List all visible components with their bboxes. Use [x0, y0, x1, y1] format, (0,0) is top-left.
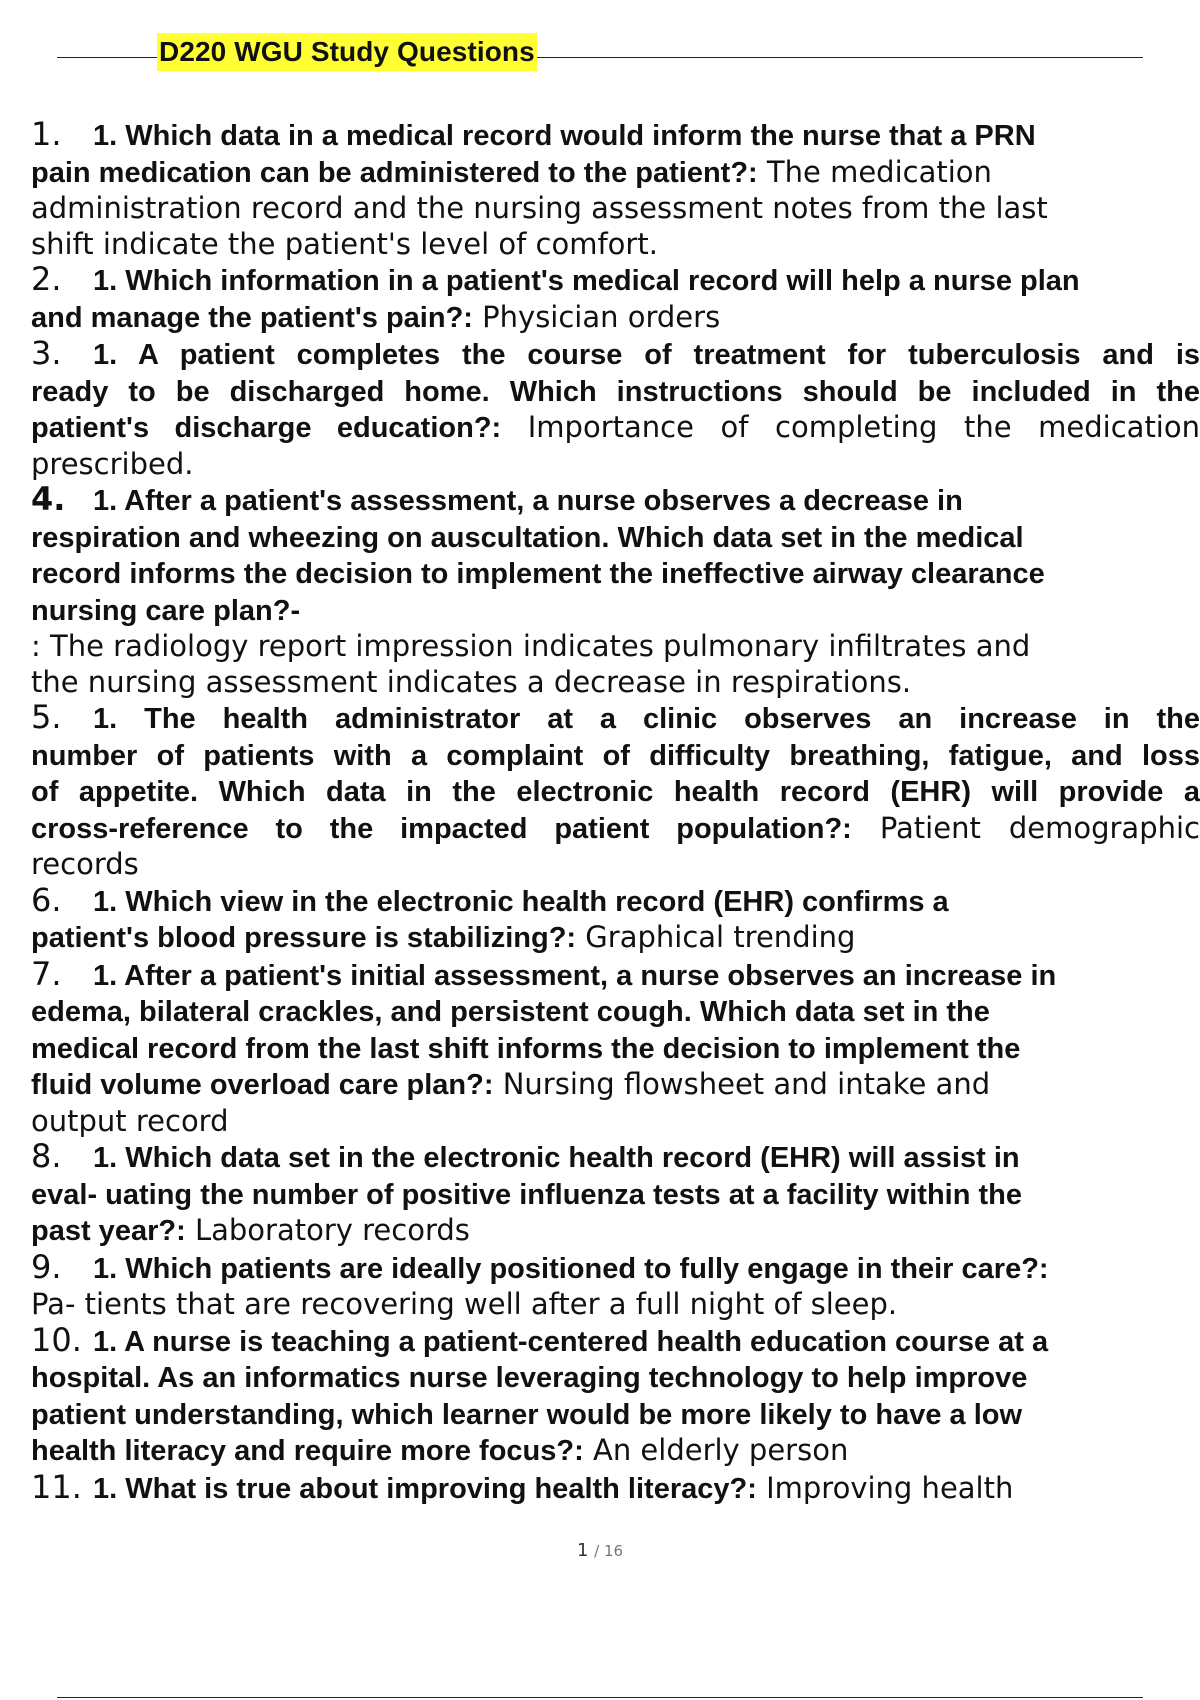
answer-text: Pa- tients that are recovering well after a full night of sleep. [31, 1287, 898, 1321]
answer-text: records [31, 847, 139, 881]
text-line [31, 520, 1200, 557]
question-item [31, 1323, 1200, 1470]
question-text: number of patients with a complaint of difficulty breathing, fatigue, and loss [31, 739, 1200, 772]
text-line [31, 1250, 1200, 1288]
answer-text: Graphical trending [576, 920, 856, 954]
question-item [31, 1139, 1200, 1250]
question-item [31, 700, 1200, 883]
answer-text: prescribed. [31, 446, 194, 481]
question-number: 9. [31, 1249, 62, 1286]
text-line [31, 374, 1200, 411]
text-line [31, 300, 1200, 337]
text-line [31, 774, 1200, 811]
text-line [31, 410, 1200, 447]
text-line [31, 1139, 1200, 1177]
answer-text: Importance of completing the medication [501, 410, 1200, 444]
text-line [31, 593, 1200, 630]
question-text: patient's discharge education?: [31, 412, 502, 444]
answer-text: Nursing flowsheet and intake and [493, 1067, 991, 1101]
question-number: 7. [31, 956, 62, 993]
answer-text: administration record and the nursing assessment notes from the last [31, 191, 1048, 225]
question-text: 1. Which patients are ideally positioned to fully engage in their care?: [93, 1252, 1049, 1285]
text-line [31, 155, 1200, 192]
answer-text: Laboratory records [185, 1213, 470, 1247]
answer-text: An elderly person [583, 1433, 849, 1467]
question-text: 1. After a patient's assessment, a nurse observes a decrease in [93, 485, 963, 517]
answer-text: the nursing assessment indicates a decrease in respirations. [31, 664, 912, 699]
text-line [31, 847, 1200, 883]
question-text: ready to be discharged home. Which instructions should be included in the [31, 375, 1200, 408]
answer-text: Improving health [756, 1470, 1014, 1505]
question-text: edema, bilateral crackles, and persistent cough. Which data set in the [31, 996, 990, 1028]
question-text: 1. Which data set in the electronic health record (EHR) will assist in [93, 1142, 1020, 1174]
question-text: health literacy and require more focus?: [31, 1435, 584, 1467]
question-text: 1. Which information in a patient's medical record will help a nurse plan [93, 265, 1080, 297]
question-item [31, 1250, 1200, 1323]
question-item [31, 883, 1200, 957]
question-text: 1. A nurse is teaching a patient-centered health education course at a [93, 1325, 1049, 1358]
text-line [31, 811, 1200, 848]
question-text: of appetite. Which data in the electronic health record (EHR) will provide a [31, 776, 1200, 808]
question-text: 1. What is true about improving health literacy?: [93, 1472, 757, 1505]
text-line [31, 665, 1200, 701]
question-text: record informs the decision to implement the ineffective airway clearance [31, 558, 1045, 590]
question-item [31, 117, 1200, 262]
page-current: 1 [576, 1540, 589, 1561]
text-line [31, 556, 1200, 593]
text-line [31, 227, 1200, 263]
question-text: past year?: [31, 1215, 186, 1247]
text-line [31, 1031, 1200, 1068]
question-list [31, 117, 1200, 1507]
text-line [31, 1287, 1200, 1323]
text-line [31, 336, 1200, 374]
text-line [31, 117, 1200, 155]
question-text: respiration and wheezing on auscultation. Which data set in the medical [31, 521, 1024, 554]
question-number: 5. [31, 700, 62, 736]
answer-text: Patient demographic [851, 810, 1200, 845]
text-line [31, 883, 1200, 921]
text-line [31, 1397, 1200, 1434]
question-number: 1. [31, 117, 62, 153]
question-text: 1. The health administrator at a clinic observes an increase in the [93, 703, 1200, 735]
text-line [31, 262, 1200, 300]
document-header [57, 30, 1143, 74]
text-line [31, 1104, 1200, 1140]
page-indicator [0, 1540, 1200, 1561]
answer-text: shift indicate the patient's level of comfort. [31, 226, 658, 261]
text-line [31, 482, 1200, 520]
text-line [31, 1360, 1200, 1397]
question-text: 1. Which data in a medical record would inform the nurse that a PRN [93, 120, 1036, 152]
question-text: patient understanding, which learner would be more likely to have a low [31, 1398, 1023, 1431]
question-text: cross-reference to the impacted patient population?: [31, 812, 852, 845]
question-item [31, 1470, 1200, 1508]
text-line [31, 957, 1200, 995]
question-text: patient's blood pressure is stabilizing?: [31, 922, 577, 954]
question-text: 1. After a patient's initial assessment, a nurse observes an increase in [93, 959, 1057, 992]
question-text: hospital. As an informatics nurse leveraging technology to help improve [31, 1362, 1028, 1394]
page-total: / 16 [594, 1542, 624, 1560]
question-number: 11. [31, 1469, 82, 1506]
question-number: 6. [31, 882, 62, 919]
footer-rule [57, 1697, 1143, 1698]
answer-text: : The radiology report impression indicates pulmonary infiltrates and [31, 629, 1031, 663]
question-text: pain medication can be administered to the patient?: [31, 156, 758, 189]
question-number: 2. [31, 262, 62, 298]
text-line [31, 1213, 1200, 1250]
text-line [31, 1323, 1200, 1361]
text-line [31, 1177, 1200, 1214]
question-text: medical record from the last shift informs the decision to implement the [31, 1032, 1021, 1065]
question-text: and manage the patient's pain?: [31, 301, 473, 334]
answer-text: output record [31, 1103, 229, 1138]
text-line [31, 191, 1200, 227]
question-item [31, 957, 1200, 1140]
text-line [31, 1470, 1200, 1508]
text-line [31, 447, 1200, 483]
question-number: 4. [31, 482, 66, 518]
question-item [31, 482, 1200, 700]
answer-text: Physician orders [472, 299, 721, 334]
question-text: nursing care plan?- [31, 594, 301, 627]
text-line [31, 1067, 1200, 1104]
text-line [31, 700, 1200, 738]
question-text: 1. Which view in the electronic health record (EHR) confirms a [93, 885, 949, 918]
answer-text: The medication [757, 154, 992, 189]
question-text: fluid volume overload care plan?: [31, 1069, 494, 1101]
text-line [31, 738, 1200, 775]
text-line [31, 629, 1200, 665]
question-item [31, 336, 1200, 482]
question-number: 8. [31, 1139, 62, 1175]
question-number: 3. [31, 336, 62, 372]
text-line [31, 994, 1200, 1031]
question-item [31, 262, 1200, 336]
question-text: eval- uating the number of positive influenza tests at a facility within the [31, 1178, 1022, 1211]
question-number: 10. [31, 1322, 82, 1359]
text-line [31, 1433, 1200, 1470]
text-line [31, 920, 1200, 957]
document-title: D220 WGU Study Questions [157, 33, 537, 71]
question-text: 1. A patient completes the course of treatment for tuberculosis and is [93, 339, 1200, 371]
